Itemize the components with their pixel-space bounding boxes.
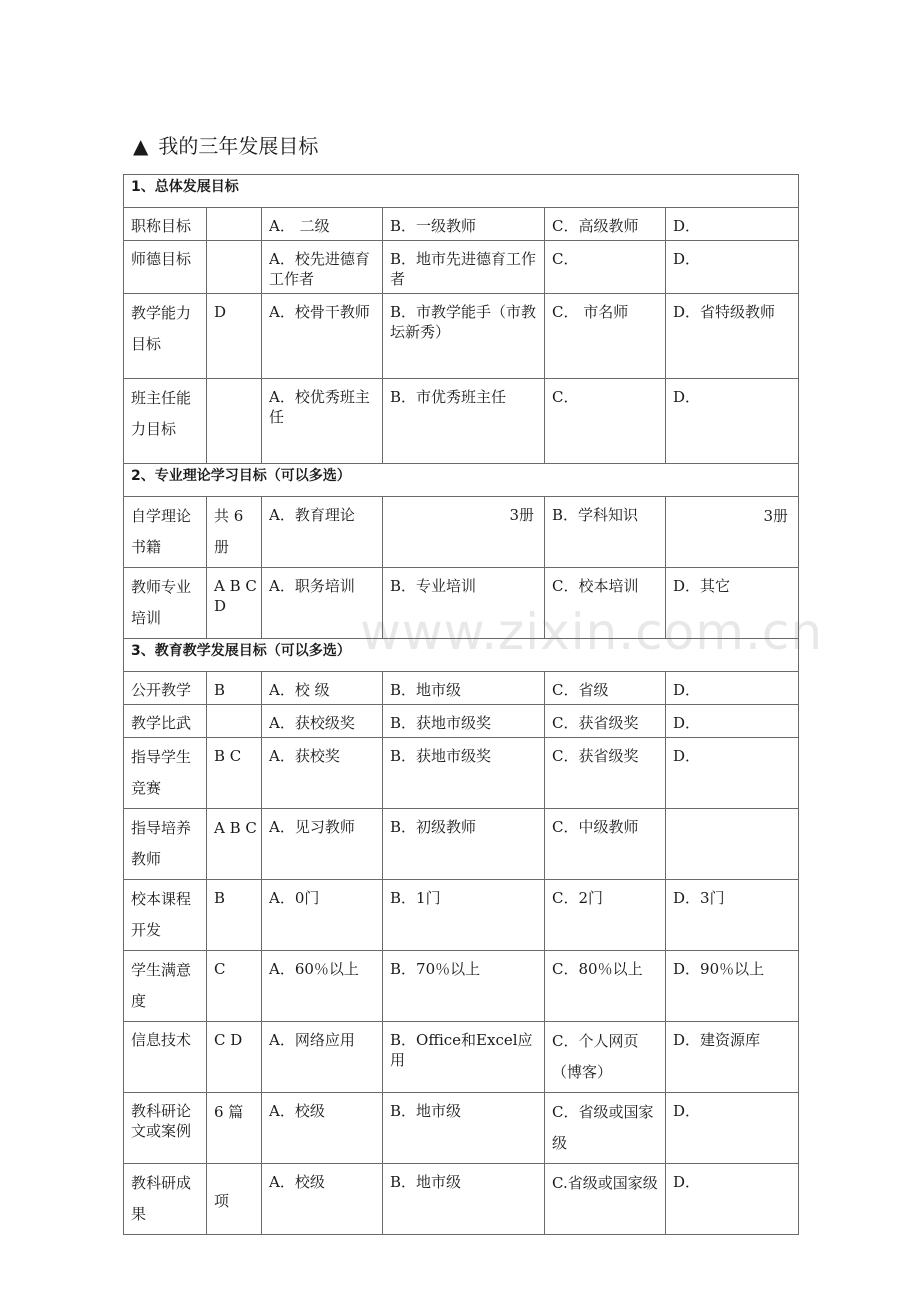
option-c: C．2门 <box>545 880 666 951</box>
option-c: C．校本培训 <box>545 568 666 639</box>
option-c: C．获省级奖 <box>545 705 666 738</box>
option-b: B．地市先进德育工作者 <box>383 241 545 294</box>
option-c: C．80％以上 <box>545 951 666 1022</box>
option-a: A．校骨干教师 <box>262 294 383 379</box>
row-choice: B <box>207 880 262 951</box>
table-row <box>124 208 799 241</box>
option-a: A．校级 <box>262 1093 383 1164</box>
option-b: B．一级教师 <box>383 208 545 241</box>
option-b-count: 3册 <box>666 497 799 568</box>
option-d: D． <box>666 208 799 241</box>
table-row <box>124 738 799 809</box>
row-choice: A B C D <box>207 568 262 639</box>
option-d: D． <box>666 672 799 705</box>
row-choice <box>207 705 262 738</box>
row-choice <box>207 379 262 464</box>
row-choice: 项 <box>207 1164 262 1235</box>
option-d: D．90％以上 <box>666 951 799 1022</box>
table-row <box>124 497 799 568</box>
row-choice: B C <box>207 738 262 809</box>
option-d: D．省特级教师 <box>666 294 799 379</box>
table-row <box>124 1093 799 1164</box>
section-header: 3、教育教学发展目标（可以多选） <box>124 639 799 672</box>
option-c: C．个人网页（博客） <box>545 1022 666 1093</box>
option-d: D． <box>666 705 799 738</box>
option-d: D．3门 <box>666 880 799 951</box>
table-row <box>124 241 799 294</box>
option-d: D．其它 <box>666 568 799 639</box>
row-label: 教科研成果 <box>124 1164 207 1235</box>
option-d: D． <box>666 738 799 809</box>
row-choice: C D <box>207 1022 262 1093</box>
option-b: B．专业培训 <box>383 568 545 639</box>
row-label: 班主任能力目标 <box>124 379 207 464</box>
table-row <box>124 1164 799 1235</box>
option-d: D． <box>666 241 799 294</box>
option-b: B．70％以上 <box>383 951 545 1022</box>
option-c: C．省级或国家级 <box>545 1093 666 1164</box>
row-choice: 共 6册 <box>207 497 262 568</box>
option-d: D．建资源库 <box>666 1022 799 1093</box>
row-choice: 6 篇 <box>207 1093 262 1164</box>
option-c: C．省级 <box>545 672 666 705</box>
row-label: 师德目标 <box>124 241 207 294</box>
row-label: 自学理论书籍 <box>124 497 207 568</box>
option-c: C． <box>545 241 666 294</box>
row-choice: B <box>207 672 262 705</box>
triangle-icon: ▲ <box>133 134 149 158</box>
section-header: 1、总体发展目标 <box>124 175 799 208</box>
row-label: 信息技术 <box>124 1022 207 1093</box>
option-d: D． <box>666 1164 799 1235</box>
option-c: C． 市名师 <box>545 294 666 379</box>
option-a: A．校优秀班主任 <box>262 379 383 464</box>
table-row <box>124 294 799 379</box>
heading-text: 我的三年发展目标 <box>158 134 319 158</box>
table-row <box>124 672 799 705</box>
row-label: 教学能力目标 <box>124 294 207 379</box>
option-b: B．Office和Excel应用 <box>383 1022 545 1093</box>
row-choice: A B C <box>207 809 262 880</box>
option-b: B．获地市级奖 <box>383 738 545 809</box>
option-b: B．地市级 <box>383 1093 545 1164</box>
table-row <box>124 951 799 1022</box>
option-a: A．职务培训 <box>262 568 383 639</box>
option-c: C．获省级奖 <box>545 738 666 809</box>
row-label: 职称目标 <box>124 208 207 241</box>
option-b: B．市教学能手（市教坛新秀） <box>383 294 545 379</box>
goals-table <box>123 174 799 1235</box>
row-label: 校本课程开发 <box>124 880 207 951</box>
option-c: C.省级或国家级 <box>545 1164 666 1235</box>
option-a: A．见习教师 <box>262 809 383 880</box>
section-row <box>124 464 799 497</box>
page-heading <box>133 133 318 159</box>
row-label: 公开教学 <box>124 672 207 705</box>
row-label: 教学比武 <box>124 705 207 738</box>
row-choice: C <box>207 951 262 1022</box>
table-row <box>124 705 799 738</box>
option-a: A．60％以上 <box>262 951 383 1022</box>
option-a: A．网络应用 <box>262 1022 383 1093</box>
row-label: 指导培养教师 <box>124 809 207 880</box>
option-c: C．高级教师 <box>545 208 666 241</box>
table-row <box>124 1022 799 1093</box>
option-c: C．中级教师 <box>545 809 666 880</box>
row-label: 教科研论文或案例 <box>124 1093 207 1164</box>
section-row <box>124 639 799 672</box>
section-header: 2、专业理论学习目标（可以多选） <box>124 464 799 497</box>
watermark: www.zixin.com.cn <box>360 603 824 661</box>
row-choice: D <box>207 294 262 379</box>
option-a: A．校先进德育工作者 <box>262 241 383 294</box>
table-row <box>124 568 799 639</box>
table-row <box>124 880 799 951</box>
option-d: D． <box>666 1093 799 1164</box>
table-row <box>124 809 799 880</box>
row-label: 教师专业培训 <box>124 568 207 639</box>
row-label: 学生满意度 <box>124 951 207 1022</box>
row-choice <box>207 208 262 241</box>
option-d <box>666 809 799 880</box>
option-b: B．获地市级奖 <box>383 705 545 738</box>
option-b: B．1门 <box>383 880 545 951</box>
row-label: 指导学生竞赛 <box>124 738 207 809</box>
option-a: A．获校奖 <box>262 738 383 809</box>
option-b: B．市优秀班主任 <box>383 379 545 464</box>
option-a: A．获校级奖 <box>262 705 383 738</box>
option-b: B．初级教师 <box>383 809 545 880</box>
option-a: A．校级 <box>262 1164 383 1235</box>
option-d: D． <box>666 379 799 464</box>
option-c: C． <box>545 379 666 464</box>
table-row <box>124 379 799 464</box>
option-a: A． 二级 <box>262 208 383 241</box>
option-a: A．0门 <box>262 880 383 951</box>
section-row <box>124 175 799 208</box>
option-a: A．校 级 <box>262 672 383 705</box>
option-a: A．教育理论 <box>262 497 383 568</box>
option-b: B．学科知识 <box>545 497 666 568</box>
row-choice <box>207 241 262 294</box>
option-a-count: 3册 <box>383 497 545 568</box>
option-b: B．地市级 <box>383 1164 545 1235</box>
option-b: B．地市级 <box>383 672 545 705</box>
